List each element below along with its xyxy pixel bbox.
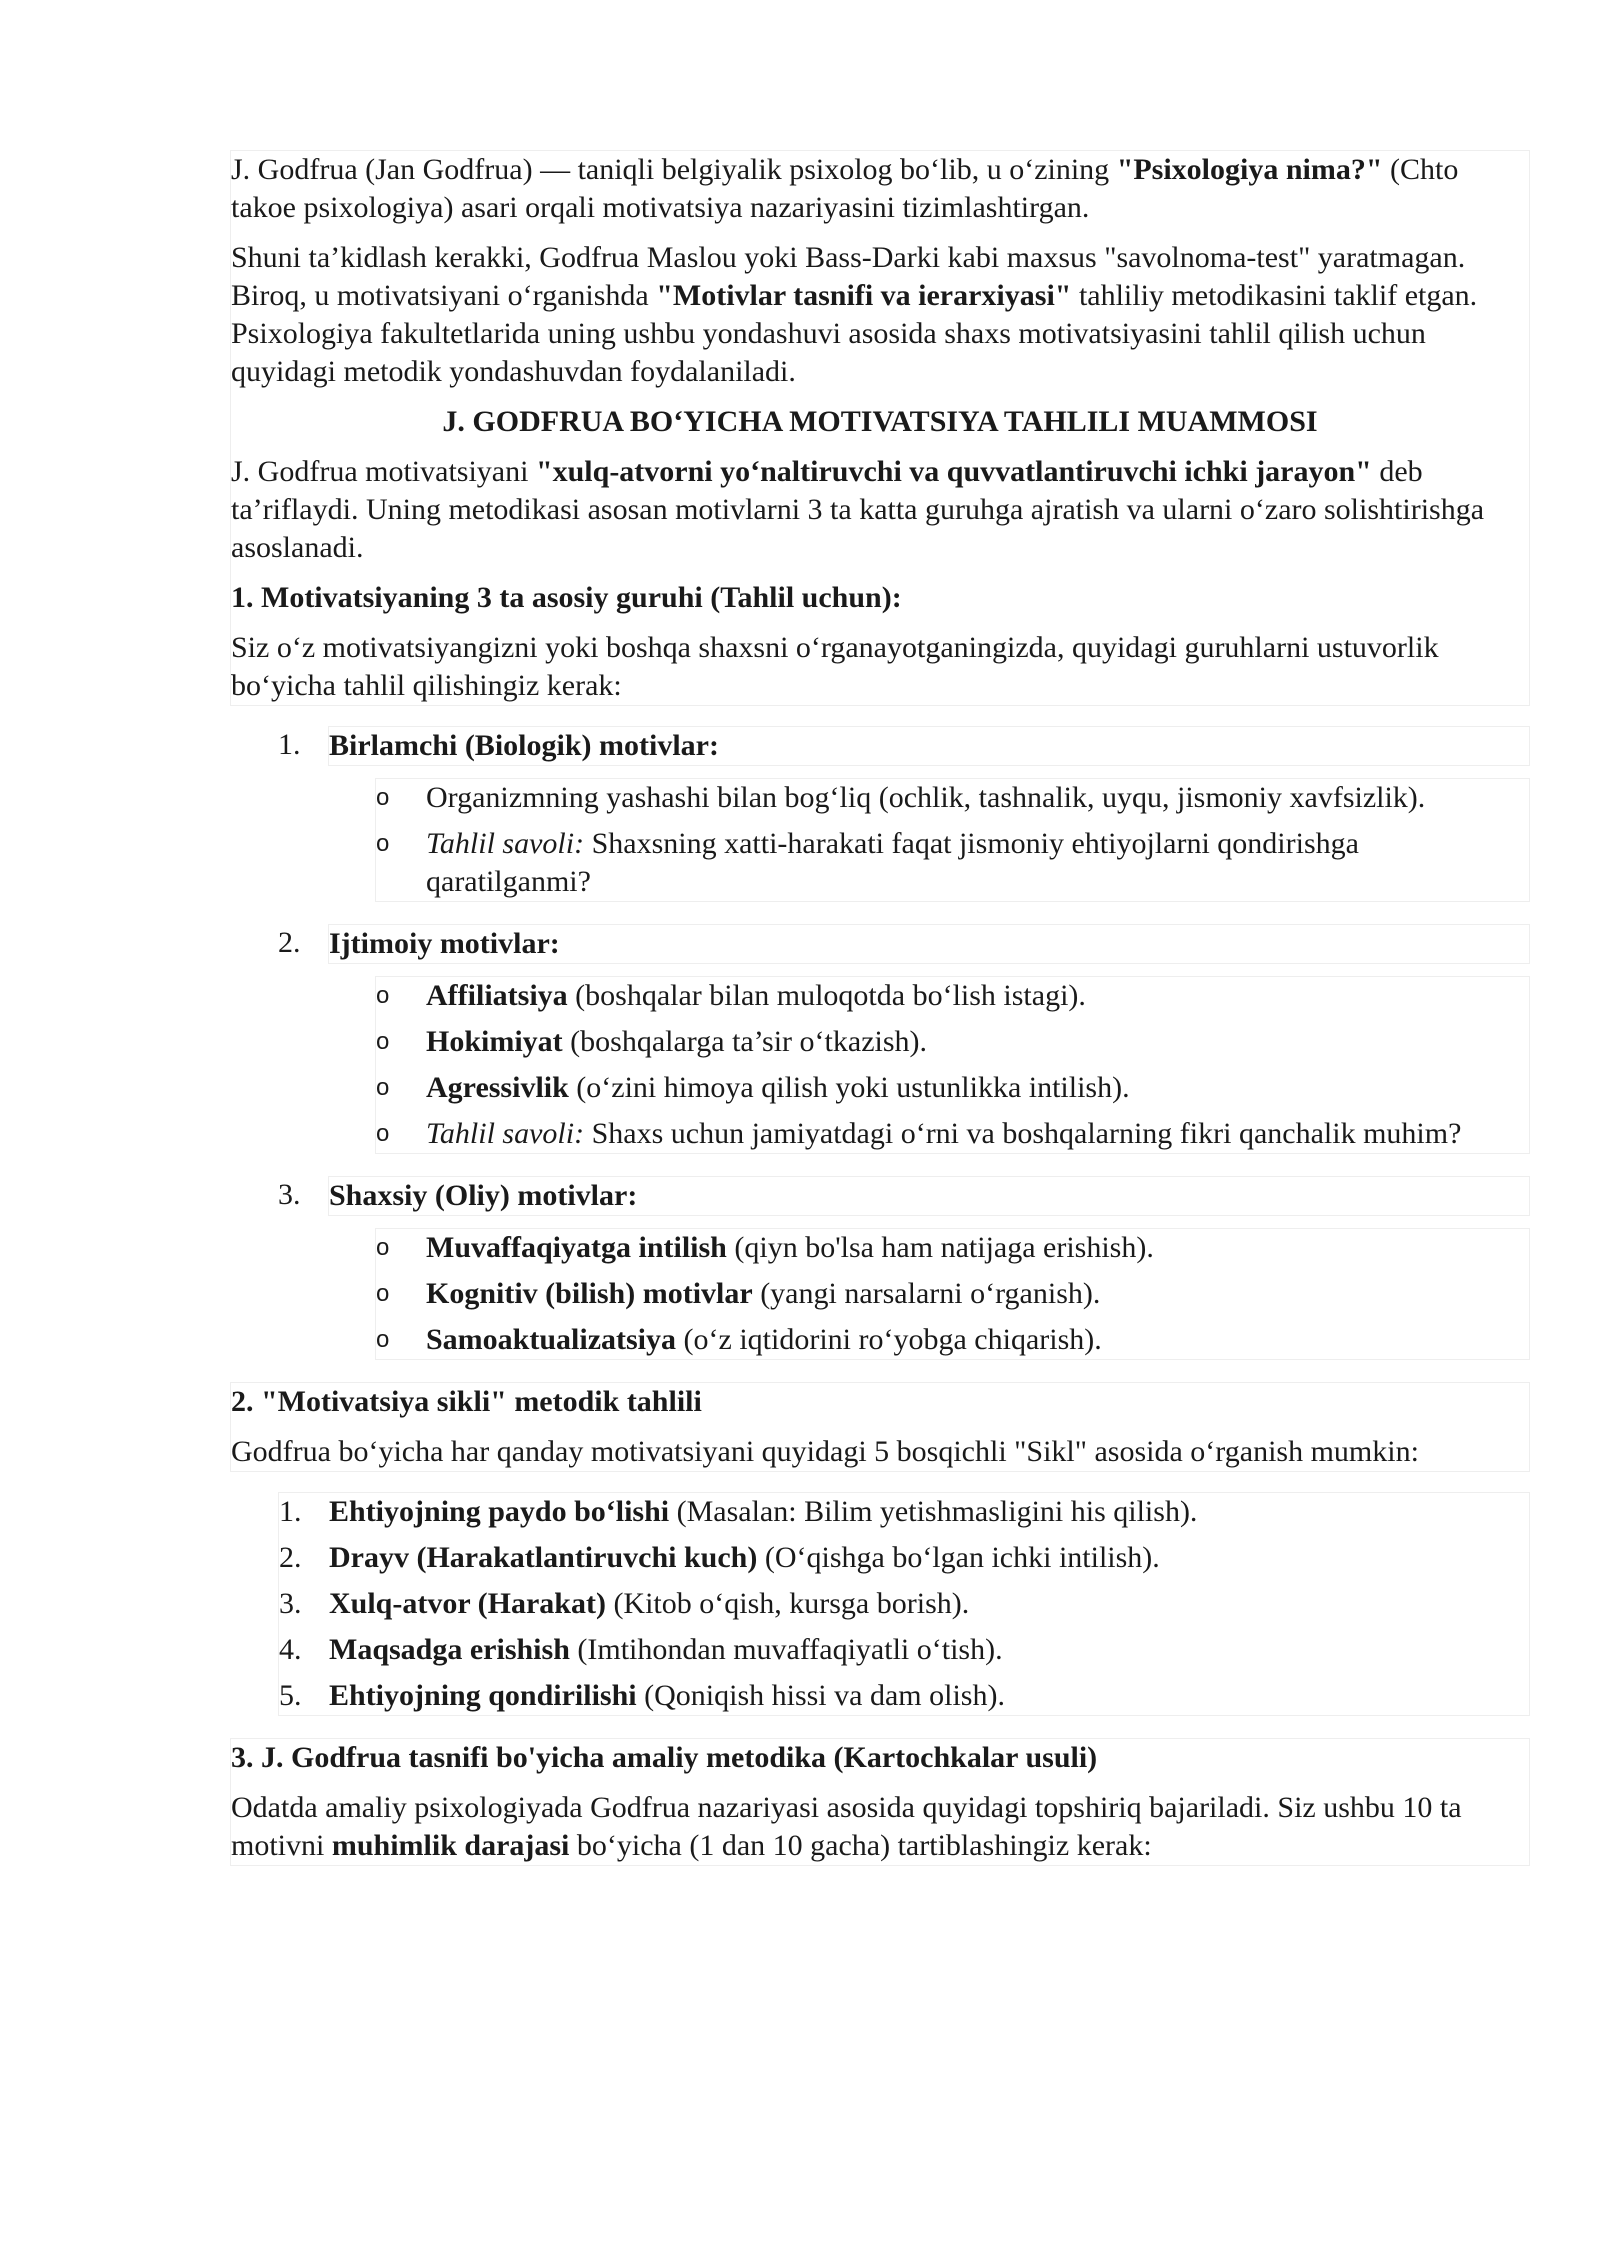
list-item (376, 825, 1529, 901)
section-3-text-c: bo‘yicha (1 dan 10 gacha) tartiblashingiz kerak: (569, 1829, 1152, 1862)
step-title: Ehtiyojning qondirilishi (329, 1679, 637, 1712)
item-bold: Agressivlik (426, 1071, 569, 1104)
bullet-glyph: o (376, 1028, 390, 1055)
item-text: (boshqalar bilan muloqotda bo‘lish istagi). (567, 979, 1086, 1012)
bullet-glyph: o (376, 1074, 390, 1101)
section-2-block (230, 1382, 1530, 1472)
step-title: Drayv (Harakatlantiruvchi kuch) (329, 1541, 758, 1574)
item-text: (o‘z iqtidorini ro‘yobga chiqarish). (676, 1323, 1102, 1356)
section-3-emphasis: muhimlik darajasi (331, 1829, 570, 1862)
intro-p1-text-a: J. Godfrua (Jan Godfrua) — taniqli belgiyalik psixolog bo‘lib, u o‘zining (231, 153, 1117, 186)
section-2-title: 2. "Motivatsiya sikli" metodik tahlili (231, 1385, 702, 1418)
section-3-text (231, 1789, 1529, 1865)
item-text: (qiyn bo'lsa ham natijaga erishish). (726, 1231, 1154, 1264)
list-item (376, 1069, 1529, 1107)
item-bold: Affiliatsiya (426, 979, 568, 1012)
method-name: "Motivlar tasnifi va ierarxiyasi" (656, 279, 1072, 312)
motive-groups-list (230, 726, 1530, 766)
item-text: Shaxs uchun jamiyatdagi o‘rni va boshqalarning fikri qanchalik muhim? (584, 1117, 1462, 1150)
bullet-glyph: o (376, 1280, 390, 1307)
item-text: (boshqalarga ta’sir o‘tkazish). (562, 1025, 928, 1058)
section-2-text: Godfrua bo‘yicha har qanday motivatsiyani quyidagi 5 bosqichli "Sikl" asosida o‘rganish mumkin: (231, 1435, 1419, 1468)
motive-group-label: Shaxsiy (Oliy) motivlar: (328, 1176, 1530, 1216)
main-heading: J. GODFRUA BO‘YICHA MOTIVATSIYA TAHLILI MUAMMOSI (442, 405, 1318, 438)
list-item (279, 1677, 1529, 1715)
item-bold: Kognitiv (bilish) motivlar (426, 1277, 753, 1310)
step-title: Ehtiyojning paydo bo‘lishi (329, 1495, 670, 1528)
intro-p2-text-c: tahliliy metodikasini taklif etgan. Psixologiya fakultetlarida uning ushbu yondashuvi asosida shaxs motivatsiyasini tahlil qilish uchun quyidagi metodik yondashuvdan foydalaniladi. (231, 279, 1478, 388)
list-item (376, 1229, 1529, 1267)
item-text: (yangi narsalarni o‘rganish). (752, 1277, 1101, 1310)
motive-group-label: Birlamchi (Biologik) motivlar: (328, 726, 1530, 766)
list-item (279, 1631, 1529, 1669)
section-1-text: Siz o‘z motivatsiyangizni yoki boshqa shaxsni o‘rganayotganingizda, quyidagi guruhlarni ustuvorlik bo‘yicha tahlil qilishingiz kerak: (231, 631, 1439, 702)
intro-p1-text-c: (Chto takoe psixologiya) asari orqali motivatsiya nazariyasini tizimlashtirgan. (231, 153, 1459, 224)
motive-group-3 (230, 1176, 1530, 1216)
bullet-glyph: o (376, 784, 390, 811)
bullet-glyph: o (376, 1120, 390, 1147)
motive-group-3-items (375, 1228, 1530, 1360)
list-item (376, 1115, 1529, 1153)
bullet-glyph: o (376, 982, 390, 1009)
item-bold: Muvaffaqiyatga intilish (426, 1231, 727, 1264)
section-3-text-a: Odatda amaliy psixologiyada Godfrua nazariyasi asosida quyidagi topshiriq bajariladi. Siz ushbu 10 ta motivni (231, 1791, 1462, 1862)
item-text: Shaxsning xatti-harakati faqat jismoniy ehtiyojlarni qondirishga qaratilganmi? (426, 827, 1359, 898)
step-number: 4. (279, 1633, 302, 1666)
list-item (376, 1023, 1529, 1061)
step-title: Maqsadga erishish (329, 1633, 570, 1666)
step-text: (Imtihondan muvaffaqiyatli o‘tish). (569, 1633, 1003, 1666)
list-item (376, 1321, 1529, 1359)
section-3-block (230, 1738, 1530, 1866)
intro-block (230, 150, 1530, 706)
step-title: Xulq-atvor (Harakat) (329, 1587, 606, 1620)
motive-group-number: 3. (278, 1178, 301, 1211)
bullet-glyph: o (376, 830, 390, 857)
step-number: 3. (279, 1587, 302, 1620)
book-title: "Psixologiya nima?" (1116, 153, 1383, 186)
definition-paragraph (231, 453, 1529, 567)
list-item (376, 977, 1529, 1015)
motive-groups-list (230, 924, 1530, 964)
bullet-glyph: o (376, 1326, 390, 1353)
definition-text-c: deb ta’riflaydi. Uning metodikasi asosan motivlarni 3 ta katta guruhga ajratish va ularni o‘zaro solishtirishga asoslanadi. (231, 455, 1485, 564)
cycle-steps-list (278, 1492, 1530, 1716)
step-text: (O‘qishga bo‘lgan ichki intilish). (757, 1541, 1160, 1574)
step-number: 2. (279, 1541, 302, 1574)
bullet-glyph: o (376, 1234, 390, 1261)
section-3-title: 3. J. Godfrua tasnifi bo'yicha amaliy metodika (Kartochkalar usuli) (231, 1741, 1098, 1774)
step-number: 1. (279, 1495, 302, 1528)
motive-groups-list (230, 1176, 1530, 1216)
item-text: (o‘zini himoya qilish yoki ustunlikka intilish). (568, 1071, 1130, 1104)
list-item (279, 1585, 1529, 1623)
item-bold: Hokimiyat (426, 1025, 563, 1058)
document-page (230, 150, 1530, 1866)
item-italic: Tahlil savoli: (426, 1117, 585, 1150)
step-number: 5. (279, 1679, 302, 1712)
list-item (376, 779, 1529, 817)
motive-group-1-items (375, 778, 1530, 902)
item-bold: Samoaktualizatsiya (426, 1323, 677, 1356)
motive-group-1 (230, 726, 1530, 766)
definition-quote: "xulq-atvorni yo‘naltiruvchi va quvvatlantiruvchi ichki jarayon" (535, 455, 1372, 488)
motive-group-label: Ijtimoiy motivlar: (328, 924, 1530, 964)
intro-p2-text-a: Shuni ta’kidlash kerakki, Godfrua Maslou yoki Bass-Darki kabi maxsus "savolnoma-test" yaratmagan. Biroq, u motivatsiyani o‘rganishda (231, 241, 1466, 312)
list-item (279, 1539, 1529, 1577)
definition-text-a: J. Godfrua motivatsiyani (231, 455, 536, 488)
step-text: (Kitob o‘qish, kursga borish). (605, 1587, 970, 1620)
motive-group-2 (230, 924, 1530, 964)
motive-group-number: 2. (278, 926, 301, 959)
motive-group-2-items (375, 976, 1530, 1154)
section-1-title: 1. Motivatsiyaning 3 ta asosiy guruhi (Tahlil uchun): (231, 581, 902, 614)
item-text: Organizmning yashashi bilan bog‘liq (ochlik, tashnalik, uyqu, jismoniy xavfsizlik). (426, 781, 1426, 814)
intro-paragraph-1 (231, 151, 1529, 227)
intro-paragraph-2 (231, 239, 1529, 391)
step-text: (Qoniqish hissi va dam olish). (636, 1679, 1005, 1712)
step-text: (Masalan: Bilim yetishmasligini his qilish). (669, 1495, 1198, 1528)
item-italic: Tahlil savoli: (426, 827, 585, 860)
list-item (376, 1275, 1529, 1313)
motive-group-number: 1. (278, 728, 301, 761)
list-item (279, 1493, 1529, 1531)
